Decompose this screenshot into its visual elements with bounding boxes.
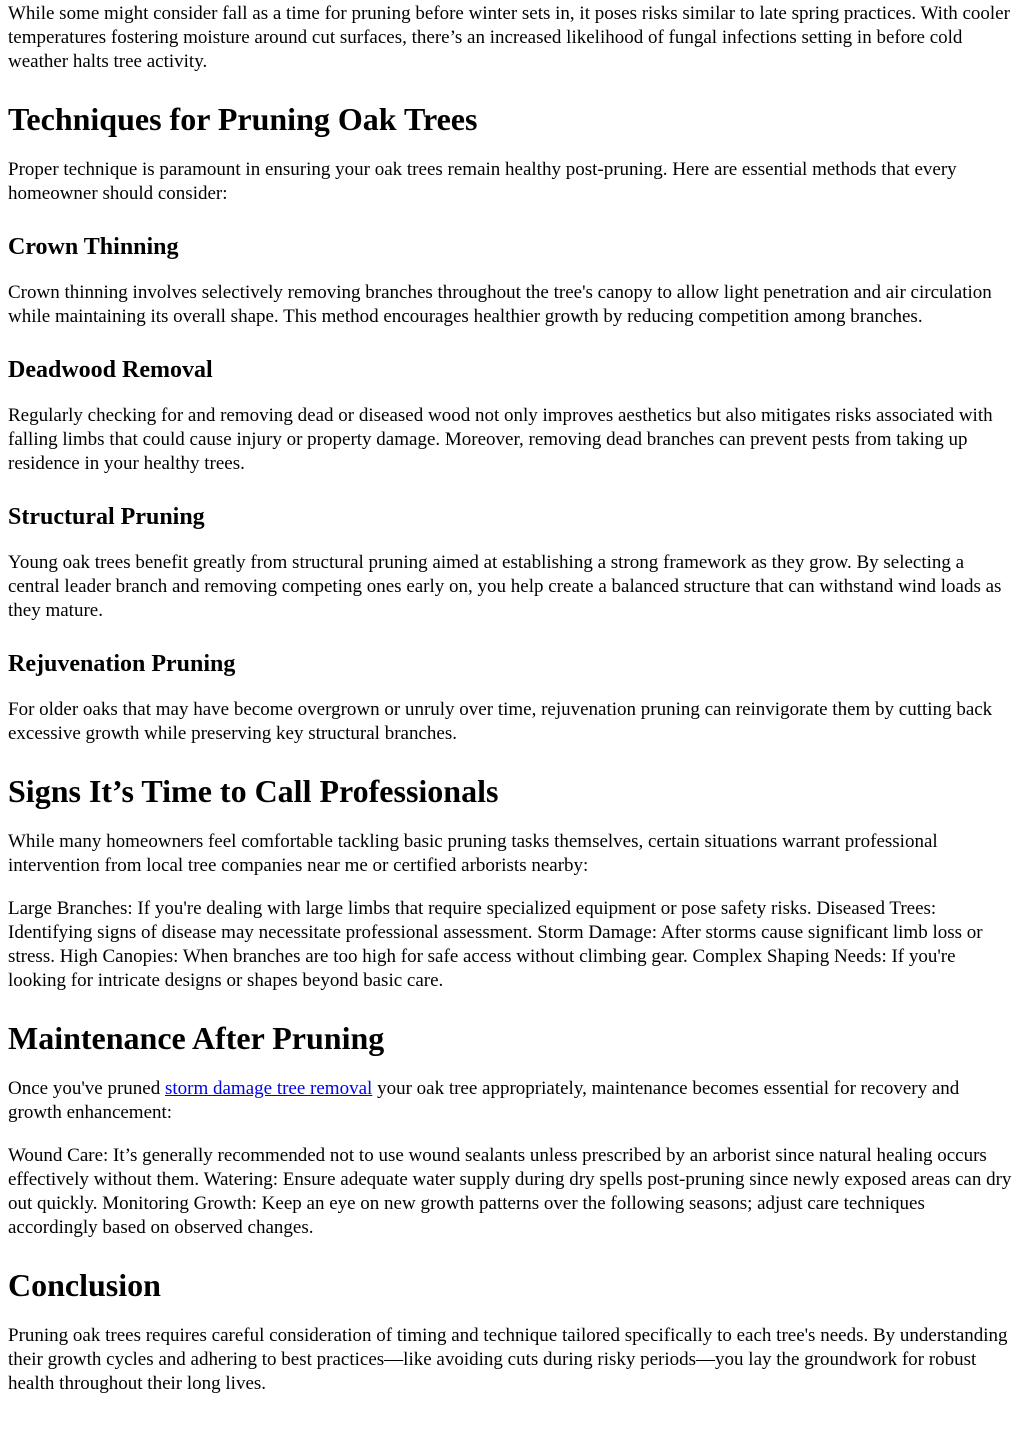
techniques-intro-paragraph: Proper technique is paramount in ensuring your oak trees remain healthy post-pruning. Here are essential methods that every homeowner should consider: [8, 159, 957, 204]
signs-intro-paragraph: While many homeowners feel comfortable tackling basic pruning tasks themselves, certain situations warrant professional intervention from local tree companies near me or certified arborists nearby: [8, 831, 938, 876]
deadwood-removal-paragraph: Regularly checking for and removing dead or diseased wood not only improves aesthetics but also mitigates risks associated with falling limbs that could cause injury or property damage. Moreover, removing dead branches can prevent pests from taking up residence in your healthy trees. [8, 405, 993, 474]
maintenance-intro-paragraph [8, 1077, 1016, 1125]
intro-paragraph: While some might consider fall as a time for pruning before winter sets in, it poses risks similar to late spring practices. With cooler temperatures fostering moisture around cut surfaces, there’s an increased likelihood of fungal infections setting in before cold weather halts tree activity. [8, 3, 1010, 72]
heading-deadwood-removal: Deadwood Removal [8, 357, 213, 383]
structural-pruning-paragraph: Young oak trees benefit greatly from structural pruning aimed at establishing a strong framework as they grow. By selecting a central leader branch and removing competing ones early on, you help create a balanced structure that can withstand wind loads as they mature. [8, 552, 1002, 621]
heading-maintenance-after-pruning: Maintenance After Pruning [8, 1020, 385, 1056]
conclusion-paragraph: Pruning oak trees requires careful consideration of timing and technique tailored specifically to each tree's needs. By understanding their growth cycles and adhering to best practices—like avoiding cuts during risky periods—you lay the groundwork for robust health throughout their long lives. [8, 1325, 1008, 1394]
heading-rejuvenation-pruning: Rejuvenation Pruning [8, 651, 236, 677]
crown-thinning-paragraph: Crown thinning involves selectively removing branches throughout the tree's canopy to allow light penetration and air circulation while maintaining its overall shape. This method encourages healthier growth by reducing competition among branches. [8, 282, 992, 327]
heading-techniques-for-pruning: Techniques for Pruning Oak Trees [8, 101, 478, 137]
rejuvenation-pruning-paragraph: For older oaks that may have become overgrown or unruly over time, rejuvenation pruning can reinvigorate them by cutting back excessive growth while preserving key structural branches. [8, 699, 993, 744]
maintenance-intro-after-text: your oak tree appropriately, maintenance becomes essential for recovery and growth enhancement: [8, 1078, 960, 1123]
signs-list-paragraph: Large Branches: If you're dealing with large limbs that require specialized equipment or pose safety risks. Diseased Trees: Identifying signs of disease may necessitate professional assessment. Storm Damage: After storms cause significant limb loss or stress. High Canopies: When branches are too high for safe access without climbing gear. Complex Shaping Needs: If you're looking for intricate designs or shapes beyond basic care. [8, 898, 983, 991]
heading-signs-call-professionals: Signs It’s Time to Call Professionals [8, 773, 499, 809]
heading-crown-thinning: Crown Thinning [8, 234, 179, 260]
storm-damage-tree-removal-link[interactable]: storm damage tree removal [164, 1078, 373, 1099]
heading-conclusion: Conclusion [8, 1267, 161, 1303]
maintenance-details-paragraph: Wound Care: It’s generally recommended not to use wound sealants unless prescribed by an arborist since natural healing occurs effectively without them. Watering: Ensure adequate water supply during dry spells post-pruning since newly exposed areas can dry out quickly. Monitoring Growth: Keep an eye on new growth patterns over the following seasons; adjust care techniques accordingly based on observed changes. [8, 1145, 1012, 1238]
heading-structural-pruning: Structural Pruning [8, 504, 205, 530]
maintenance-intro-before-text: Once you've pruned [8, 1078, 165, 1099]
